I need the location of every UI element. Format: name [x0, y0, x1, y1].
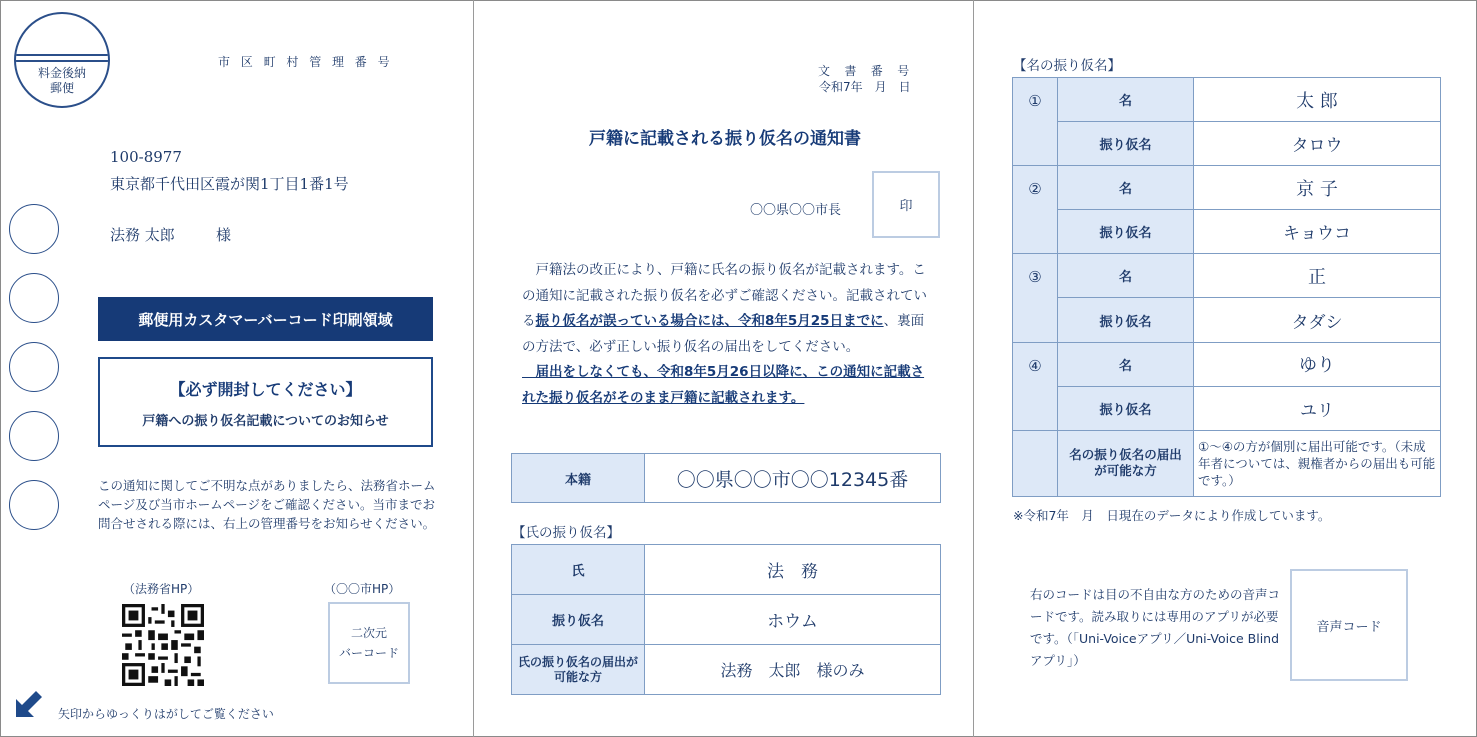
honseki-label: 本籍 — [512, 454, 645, 503]
surname-section-label: 【氏の振り仮名】 — [512, 525, 620, 541]
surname-eligible-label: 氏の振り仮名の届出が可能な方 — [512, 645, 645, 695]
code2d-line2: バーコード — [338, 646, 399, 660]
name-label: 名 — [1058, 166, 1194, 210]
name-label: 名 — [1058, 254, 1194, 298]
surname-value: 法 務 — [645, 545, 941, 595]
eligible-row-spacer — [1013, 430, 1058, 496]
person-kana: タロウ — [1194, 122, 1441, 166]
fold-line-1 — [473, 0, 474, 737]
stamp-line2: 郵便 — [49, 81, 74, 95]
notice-title: 【必ず開封してください】 — [169, 380, 362, 399]
city-hp-label: （〇〇市HP） — [324, 582, 401, 596]
person-kana: キョウコ — [1194, 210, 1441, 254]
name-label: 名 — [1058, 342, 1194, 386]
kana-label: 振り仮名 — [1058, 210, 1194, 254]
peel-arrow-icon[interactable] — [14, 689, 44, 719]
person-number: ① — [1013, 78, 1058, 166]
postal-code: 100-8977 — [110, 148, 182, 166]
person-name: ゆり — [1194, 342, 1441, 386]
punch-hole — [9, 480, 59, 530]
kana-label: 振り仮名 — [1058, 122, 1194, 166]
person-number: ④ — [1013, 342, 1058, 430]
person-name: 正 — [1194, 254, 1441, 298]
address: 東京都千代田区霞が関1丁目1番1号 — [110, 175, 349, 193]
data-note: ※令和7年 月 日現在のデータにより作成しています。 — [1013, 508, 1331, 523]
notice-subtitle: 戸籍への振り仮名記載についてのお知らせ — [142, 414, 389, 429]
person-name: 太 郎 — [1194, 78, 1441, 122]
recipient-honorific: 様 — [216, 226, 232, 244]
honseki-value: 〇〇県〇〇市〇〇12345番 — [645, 454, 941, 503]
surname-eligible-value: 法務 太郎 様のみ — [645, 645, 941, 695]
person-number: ② — [1013, 166, 1058, 254]
given-name-table — [1012, 77, 1441, 497]
punch-hole — [9, 342, 59, 392]
body-p1-deadline: 振り仮名が誤っている場合には、令和8年5月25日までに — [535, 313, 884, 329]
kana-label: 振り仮名 — [1058, 386, 1194, 430]
given-name-section-label: 【名の振り仮名】 — [1013, 58, 1121, 74]
person-name: 京 子 — [1194, 166, 1441, 210]
mayor-name: 〇〇県〇〇市長 — [750, 203, 842, 218]
fold-line-2 — [973, 0, 974, 737]
stamp-line1: 料金後納 — [37, 66, 86, 80]
body-p2-warning: 届出をしなくても、令和8年5月26日以降に、この通知に記載された振り仮名がそのまま戸籍に記載されます。 — [522, 364, 925, 406]
name-label: 名 — [1058, 78, 1194, 122]
surname-label: 氏 — [512, 545, 645, 595]
body-p1-end: 、裏面の方法で、必ず正しい振り仮名の届出をしてください。 — [522, 313, 925, 355]
person-kana: ユリ — [1194, 386, 1441, 430]
body-p1-start: 戸籍法の改正により、戸籍に氏名の振り仮名が記載されます。この通知に記載された振り仮名を必ずご確認ください。記載されている — [522, 262, 927, 329]
issue-date: 令和7年 月 日 — [819, 80, 911, 94]
voice-code-description: 右のコードは目の不自由な方のための音声コードです。読み取りには専用のアプリが必要です。（「Uni-Voiceアプリ／Uni-Voice Blindアプリ」） — [1030, 587, 1281, 668]
surname-table — [511, 544, 941, 695]
punch-hole — [9, 204, 59, 254]
kana-label: 振り仮名 — [1058, 298, 1194, 342]
city-2d-barcode-placeholder[interactable] — [328, 602, 410, 684]
moj-hp-label: （法務省HP） — [123, 582, 200, 596]
punch-hole — [9, 411, 59, 461]
contact-text: この通知に関してご不明な点がありましたら、法務省ホームページ及び当市ホームページをご確認ください。当市までお問合せされる際には、右上の管理番号をお知らせください。 — [98, 478, 436, 531]
open-notice-box — [98, 357, 433, 447]
given-eligible-value: ①～④の方が個別に届出可能です。（未成年者については、親権者からの届出も可能です。） — [1194, 430, 1441, 496]
peel-instruction: 矢印からゆっくりはがしてご覧ください — [58, 707, 274, 721]
doc-number-label: 文書番号 — [818, 64, 924, 78]
surname-kana-label: 振り仮名 — [512, 595, 645, 645]
honseki-table — [511, 453, 941, 503]
postage-stamp — [14, 12, 110, 108]
punch-hole — [9, 273, 59, 323]
given-eligible-label: 名の振り仮名の届出が可能な方 — [1058, 430, 1194, 496]
surname-kana-value: ホウム — [645, 595, 941, 645]
voice-code-placeholder[interactable]: 音声コード — [1290, 569, 1408, 681]
person-number: ③ — [1013, 254, 1058, 342]
recipient-name: 法務 太郎 — [110, 226, 175, 244]
notice-body — [522, 258, 934, 411]
customer-barcode-area: 郵便用カスタマーバーコード印刷領域 — [98, 297, 433, 341]
code2d-line1: 二次元 — [350, 626, 387, 640]
official-seal: 印 — [872, 171, 940, 238]
document-title: 戸籍に記載される振り仮名の通知書 — [589, 129, 861, 149]
qr-code[interactable] — [122, 604, 204, 686]
mgmt-number-label: 市区町村管理番号 — [218, 55, 401, 69]
person-kana: タダシ — [1194, 298, 1441, 342]
